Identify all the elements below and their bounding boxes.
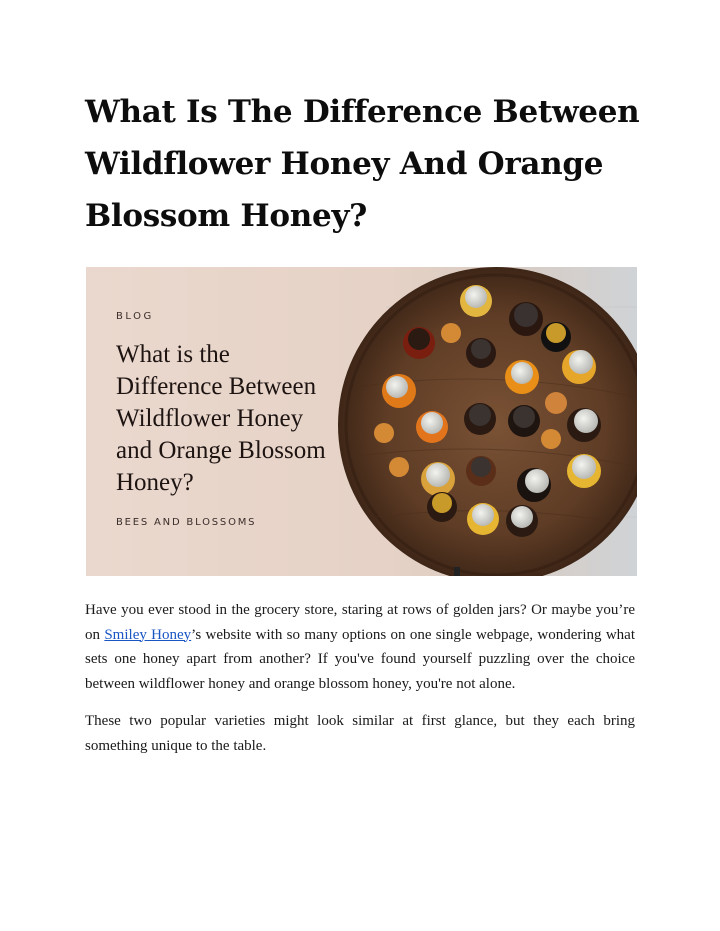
intro-text-after: ’s website with so many options on one single webpage, wondering what sets one honey apart from another? If you've found yourself puzzling over the choice between wildflower honey and orange blossom honey, you're not alone. xyxy=(85,626,636,692)
article-title: What Is The Difference Between Wildflower Honey And Orange Blossom Honey? xyxy=(85,94,640,234)
hero-text-block xyxy=(116,267,376,576)
hero-headline-line: and Orange Blossom xyxy=(116,437,326,464)
hero-image xyxy=(86,267,637,576)
hero-kicker: BLOG xyxy=(116,311,154,322)
hero-headline-line: Honey? xyxy=(116,469,194,496)
smiley-honey-link[interactable]: Smiley Honey xyxy=(104,626,192,643)
intro-paragraph xyxy=(85,598,635,696)
hero-headline xyxy=(116,339,376,499)
hero-headline-line: What is the xyxy=(116,341,230,368)
hero-headline-line: Difference Between xyxy=(116,373,317,400)
hero-footer: BEES AND BLOSSOMS xyxy=(116,517,257,528)
second-paragraph: These two popular varieties might look similar at first glance, but they each bring something unique to the table. xyxy=(85,713,635,754)
intro-text-before: Have you ever stood in the grocery store, staring at rows of golden jars? Or maybe you’re on xyxy=(85,602,635,643)
hero-headline-line: Wildflower Honey xyxy=(116,405,304,432)
